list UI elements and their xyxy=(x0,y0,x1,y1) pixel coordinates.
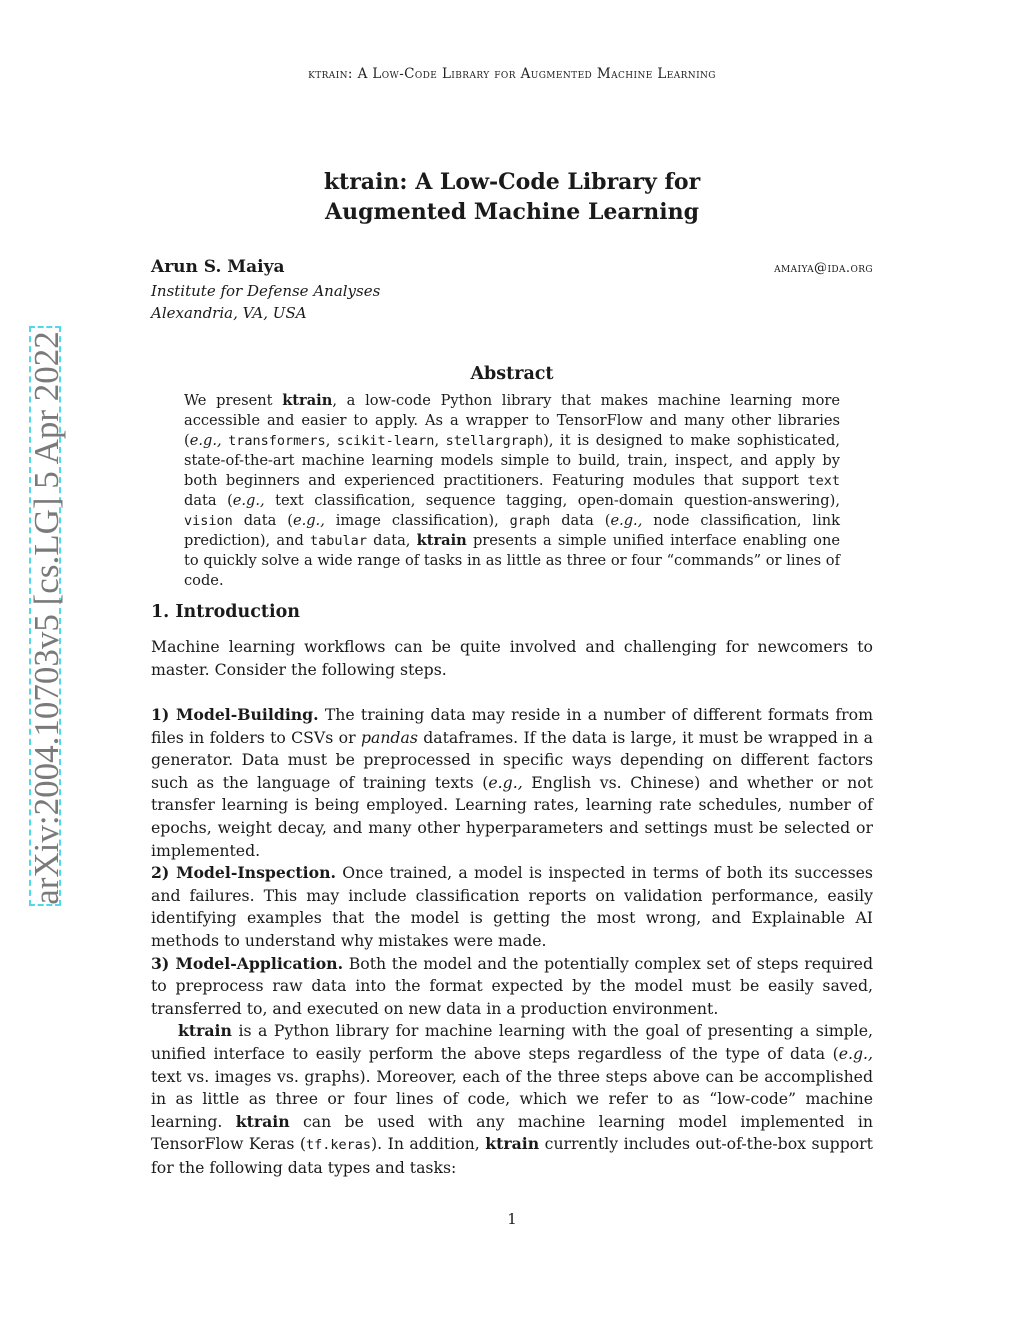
author-location: Alexandria, VA, USA xyxy=(151,304,307,322)
intro-steps xyxy=(151,704,873,1179)
page-number: 1 xyxy=(507,1210,517,1228)
arxiv-stamp-text: arXiv:2004.10703v5 [cs.LG] 5 Apr 2022 xyxy=(27,331,66,905)
step-model-inspection: 2) Model-Inspection. Once trained, a model is inspected in terms of both its successes and failures. This may include classification reports on validation performance, easily identifying examples that the model is getting the most wrong, and Explainable AI methods to understand why mistakes were made. xyxy=(151,863,873,950)
step-model-application: 3) Model-Application. Both the model and the potentially complex set of steps required to preprocess raw data into the format expected by the model must be easily saved, transferred to, and executed on new data in a production environment. xyxy=(151,953,873,1018)
author-email[interactable]: amaiya@ida.org xyxy=(774,261,873,276)
intro-paragraph-1: Machine learning workflows can be quite involved and challenging for newcomers to master. Consider the following steps. xyxy=(151,637,873,679)
abstract-heading: Abstract xyxy=(470,364,554,384)
abstract-body: We present ktrain, a low-code Python library that makes machine learning more accessible and easier to apply. As a wrapper to TensorFlow and many other libraries (e.g., transformers, scikit-learn, stellargraph), it is designed to make sophisticated, state-of-the-art machine learning models simple to build, train, inspect, and apply by both beginners and experienced practitioners. Featuring modules that support text data (e.g., text classification, sequence tagging, open-domain question-answering), vision data (e.g., image classification), graph data (e.g., node classification, link prediction), and tabular data, ktrain presents a simple unified interface enabling one to quickly solve a wide range of tasks in as little as three or four “commands” or lines of code. xyxy=(184,392,841,589)
intro-paragraph-ktrain: ktrain is a Python library for machine learning with the goal of presenting a simple, unified interface to easily perform the above steps regardless of the type of data (e.g., text vs. images vs. graphs). Moreover, each of the three steps above can be accomplished in as little as three or four lines of code, which we refer to as “low-code” machine learning. ktrain can be used with any machine learning model implemented in TensorFlow Keras (tf.keras). In addition, ktrain currently includes out-of-the-box support for the following data types and tasks: xyxy=(151,1021,873,1177)
author-name: Arun S. Maiya xyxy=(151,257,285,277)
title-line-2: Augmented Machine Learning xyxy=(325,199,699,225)
arxiv-stamp[interactable] xyxy=(27,326,66,906)
section-heading-introduction: 1. Introduction xyxy=(151,602,300,622)
author-institution: Institute for Defense Analyses xyxy=(151,282,381,300)
paper-title xyxy=(0,167,1024,227)
title-line-1: ktrain: A Low-Code Library for xyxy=(323,169,701,195)
running-head: ktrain: A Low-Code Library for Augmented Machine Learning xyxy=(308,66,716,82)
step-model-building: 1) Model-Building. The training data may reside in a number of different formats from files in folders to CSVs or pandas dataframes. If the data is large, it must be wrapped in a generator. Data must be preprocessed in specific ways depending on different factors such as the language of training texts (e.g., English vs. Chinese) and whether or not transfer learning is being employed. Learning rates, learning rate schedules, number of epochs, weight decay, and many other hyperparameters and settings must be selected or implemented. xyxy=(151,705,873,860)
